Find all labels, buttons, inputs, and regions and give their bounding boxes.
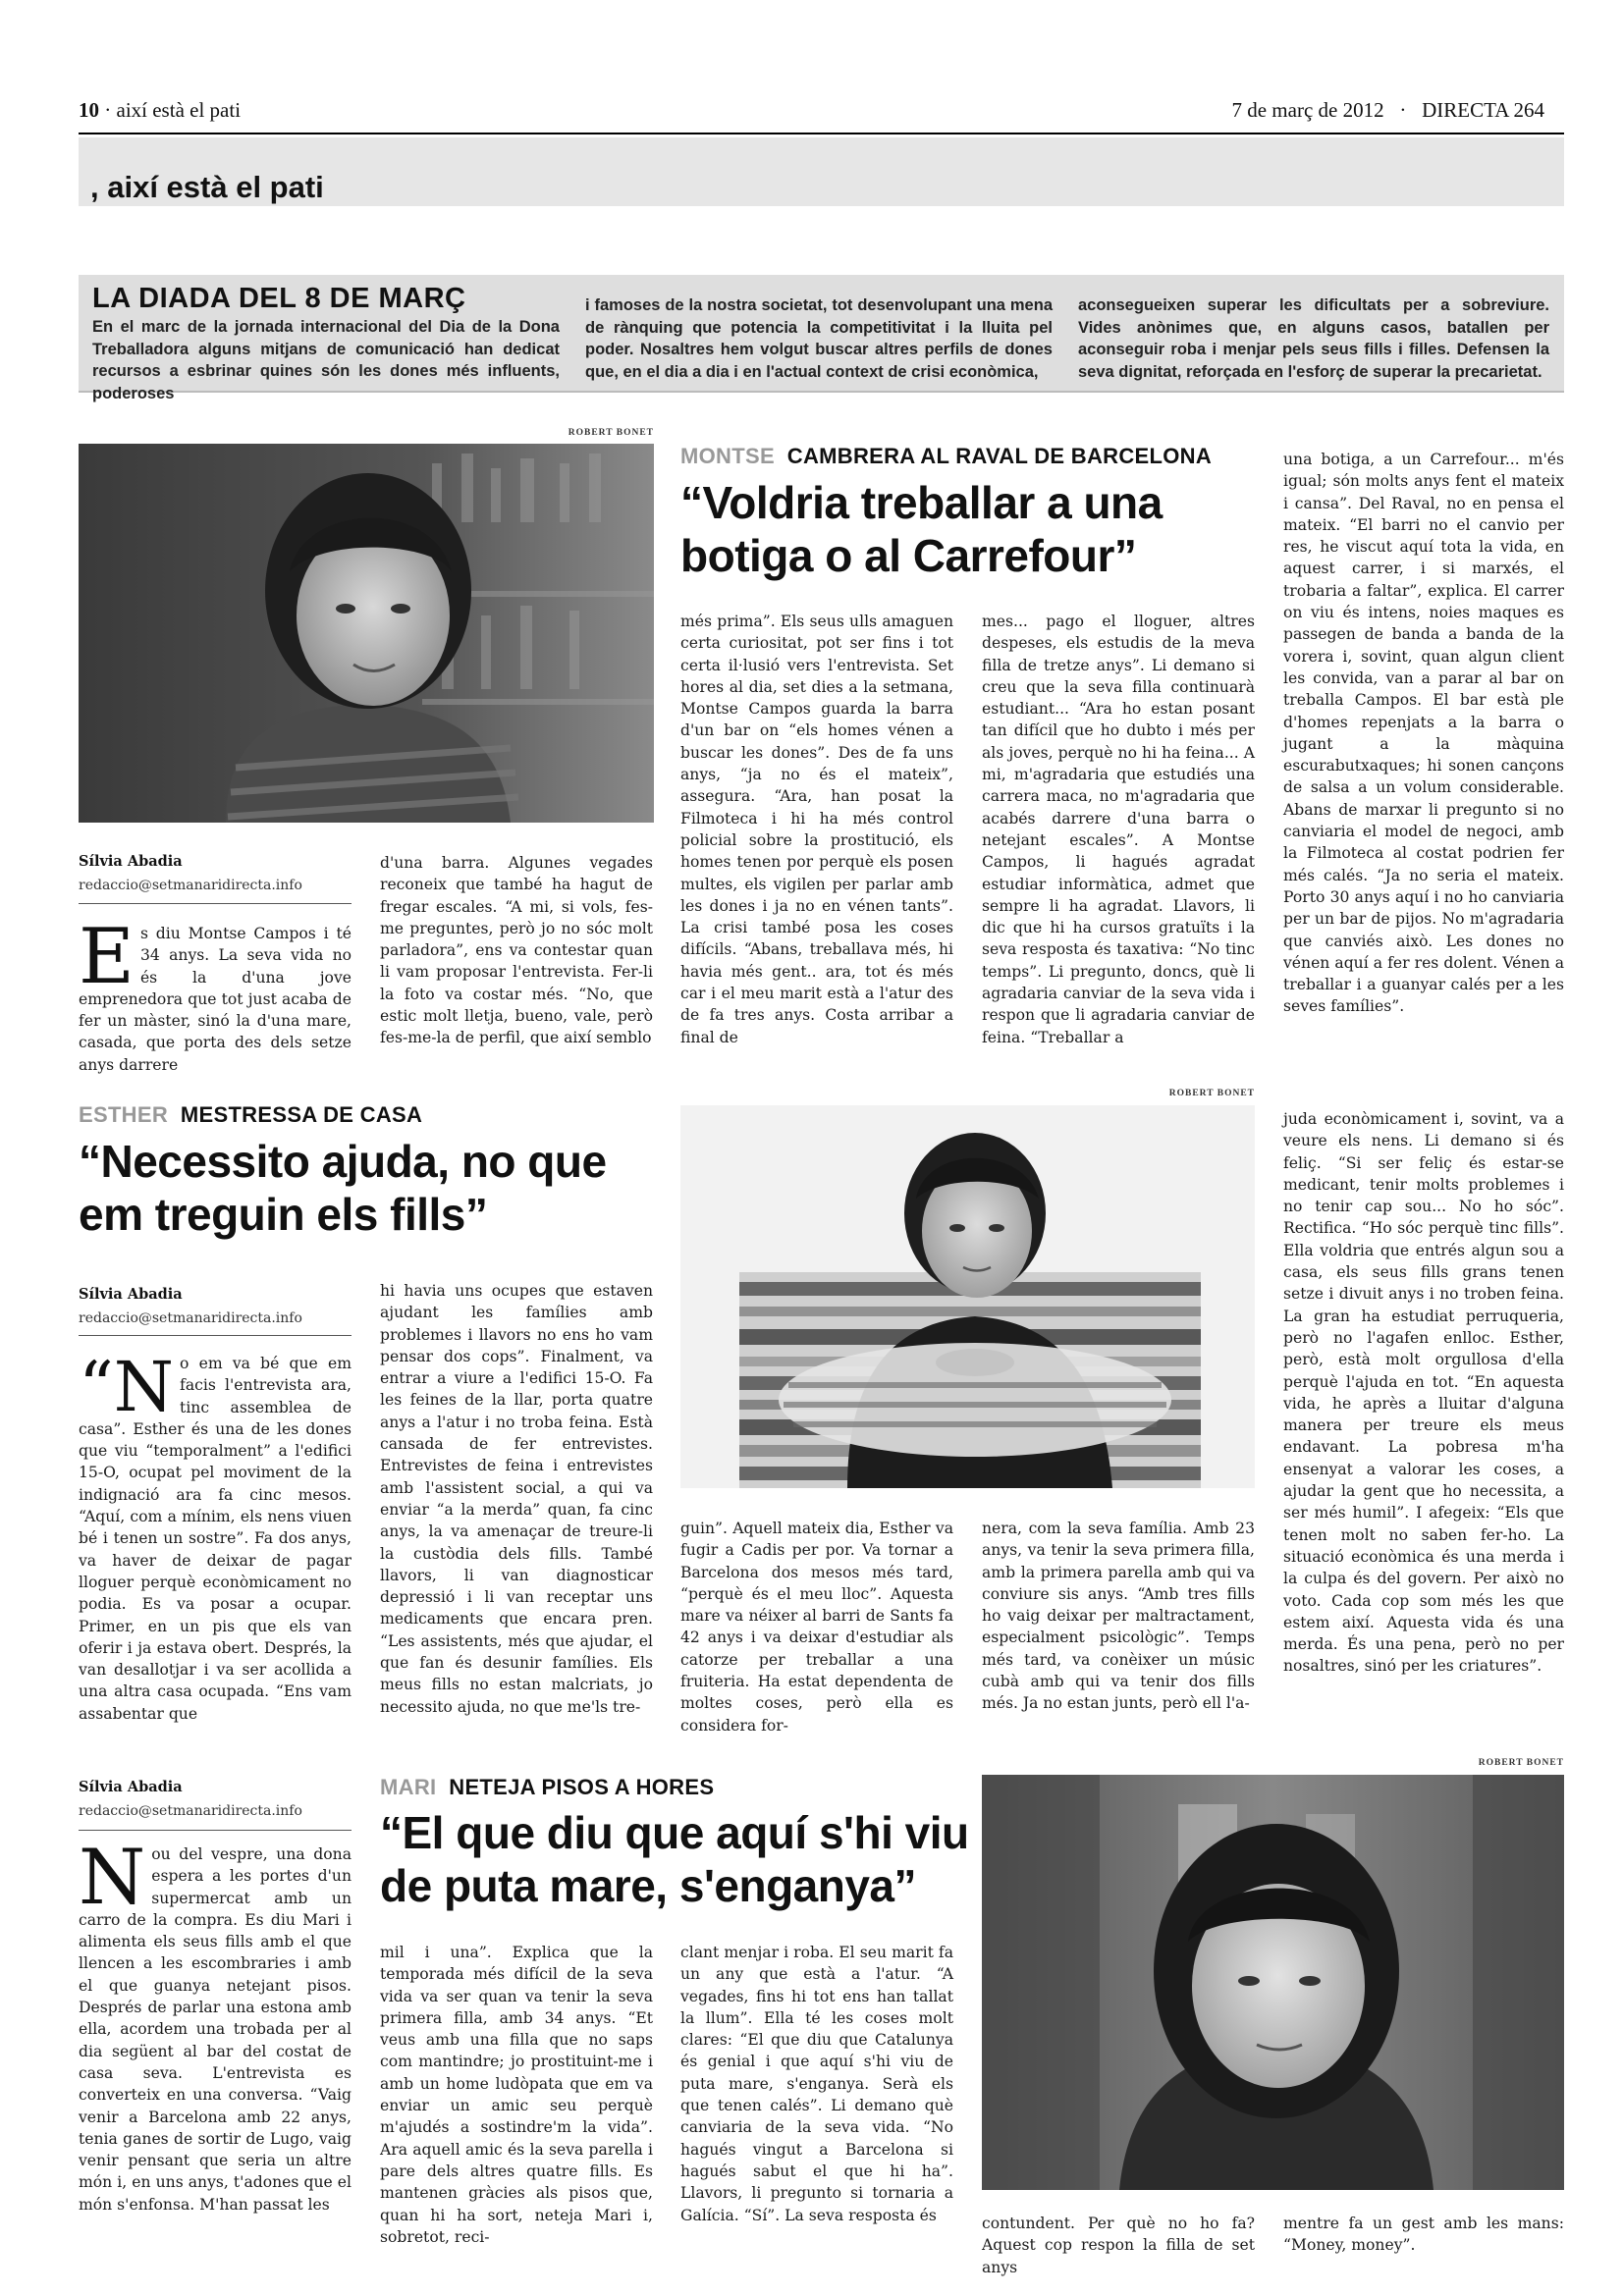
story1-author: Sílvia Abadia [79,853,183,870]
story3-col1 [79,1834,352,2246]
header-rule [79,133,1564,134]
story1-headline: “Voldria treballar a una botiga o al Carrefour” [680,477,1163,581]
portrait-mari-image [982,1775,1564,2190]
story1-kicker [680,444,1212,469]
story1-person-name: MONTSE [680,444,775,468]
intro-text-col2: i famoses de la nostra societat, tot desenvolupant una mena de rànquing que potencia la competitivitat i la lluita pel poder. Nosaltres hem volgut buscar altres perfils de dones que, en el dia a dia i en l'actual context de crisi econòmica, [585,296,1053,381]
story2-col3: guin”. Aquell mateix dia, Esther va fugir a Cadis per por. Va tornar a Barcelona dos mesos més tard, “perquè és el meu lloc”. Aquesta mare va néixer al barri de Sants fa 42 anys i va deixar d'estudiar als catorze per treballar a una fruiteria. Ha estat dependenta de moltes coses, però ella es considera for- [680,1520,953,1735]
photo-credit-1: ROBERT BONET [568,428,654,438]
intro-text-col1: En el marc de la jornada internacional del Dia de la Dona Treballadora alguns mitjans de comunicació han dedicat recursos a esbrinar quines són les dones més influents, poderoses [92,318,560,402]
story3-kicker [380,1775,714,1800]
publication-name: DIRECTA 264 [1422,98,1544,122]
story2-col4: nera, com la seva família. Amb 23 anys, va tenir la seva primera filla, amb la primera parella amb qui va conviure sis anys. “Amb tres fills ho vaig deixar per maltractament, especialment psicològic”. Temps més tard, va conèixer un músic cubà amb qui va tenir dos fills més. Ja no estan junts, però ell l'a- [982,1520,1255,1713]
story1-col2: d'una barra. Algunes vegades reconeix que també ha hagut de fregar escales. “A mi, si vols, fes-me preguntes, però jo no sóc molt parladora”, ens va contestar quan li vam proposar l'entrevista. Fer-li la foto va costar més. “No, que estic molt lletja, bueno, vale, però fes-me-la de perfil, que així semblo [380,854,653,1047]
story2-email: redaccio@setmanaridirecta.info [79,1310,302,1326]
story3-author: Sílvia Abadia [79,1779,183,1795]
story1-col3: més prima”. Els seus ulls amaguen certa curiositat, pot ser fins i tot certa il·lusió vers l'entrevista. Set hores al dia, set dies a la setmana, Montse Campos guarda la barra d'un bar on “els homes vénen a buscar les dones”. Des de fa uns anys, “ja no és el mateix”, assegura. “Ara, han posat la Filmoteca i hi ha més control policial sobre la prostitució, els homes tenen por perquè els posen multes, els vigilen per parlar amb les dones i ja no en vénen tants”. La crisi també posa les coses difícils. “Abans, treballava més, hi havia més gent.. ara, tot és més car i el meu marit està a l'atur des de fa tres anys. Costa arribar a final de [680,613,953,1046]
photo-esther [680,1105,1255,1488]
story2-author: Sílvia Abadia [79,1286,183,1303]
story3-col3: clant menjar i roba. El seu marit fa un any que està a l'atur. “A vegades, fins hi tot ens han tallat la llum”. Ella té les coses molt clares: “El que diu que Catalunya és genial i que aquí s'hi viu de puta mare, s'enganya. Serà els que tenen calés”. Li demano què canviaria de la seva vida. “No hagués vingut a Barcelona si hagués sabut el que hi ha”. Llavors, li pregunto si tornaria a Galícia. “Sí”. La seva resposta és [680,1944,953,2224]
photo-credit-3: ROBERT BONET [1478,1758,1564,1768]
story2-kicker [79,1102,422,1128]
story1-dropcap: E [79,913,135,1001]
story2-role: MESTRESSA DE CASA [180,1102,423,1127]
story1-col1 [79,913,352,1074]
story2-dropcap: “N [79,1347,175,1427]
story2-person-name: ESTHER [79,1102,169,1127]
story1-role: CAMBRERA AL RAVAL DE BARCELONA [786,444,1213,468]
portrait-montse-image [79,444,654,823]
running-section: així està el pati [116,98,242,122]
intro-text-col3: aconsegueixen superar les dificultats per a sobreviure. Vides anònimes que, en alguns casos, batallen per aconseguir roba i menjar pels seus fills i filles. Defensen la seva dignitat, reforçada en l'esforç de superar la precarietat. [1078,296,1549,381]
photo-mari [982,1775,1564,2190]
story2-col5: juda econòmicament i, sovint, va a veure els nens. Li demano si és feliç. “Si ser feliç és estar-se medicant, tenir molts problemes i no tenir cap sou... No ho sóc”. Rectifica. “Ho sóc perquè tinc fills”. Ella voldria que entrés algun sou a casa, els seus fills grans tenen setze i divuit anys i no troben feina. La gran ha estudiat perruqueria, però no l'agafen enlloc. Esther, però, està molt orgullosa d'ella perquè l'ajuda en tot. “En aquesta vida, he après a lluitar d'alguna manera per treure els meus endavant. La pobresa m'ha ensenyat a valorar les coses, a ajudar la gent que ho necessita, a ser més humil”. I afegeix: “Els que tenen molt no saben fer-ho. La situació econòmica és una merda i la culpa és del govern. Per això no voto. Cada cop som més les que estem així. Aquesta vida és una merda. És una pena, però no per nosaltres, sinó per les criatures”. [1283,1110,1564,1676]
section-title: , així està el pati [90,170,324,204]
portrait-esther-image [680,1105,1255,1488]
story3-headline: “El que diu que aquí s'hi viu de puta mare, s'enganya” [380,1807,969,1911]
story3-col1-text: ou del vespre, una dona espera a les portes d'un supermercat amb un carro de la compra. Es diu Mari i alimenta els seus fills amb el que llencen a les escombraries i amb el que guanya netejant pisos. Després de parlar una estona amb ella, acordem una trobada per al dia següent al bar del costat de casa seva. L'entrevista es converteix en una conversa. “Vaig venir a Barcelona amb 22 anys, tenia ganes de sortir de Lugo, vaig venir pensant que seria un altre món i, en uns anys, t'adones que el món s'enfonsa. M'han passat les [79,1845,352,2214]
intro-box [79,275,1564,402]
story1-byline-rule [79,903,352,904]
story2-headline: “Necessito ajuda, no que em treguin els fills” [79,1136,607,1240]
photo-credit-2: ROBERT BONET [1168,1089,1255,1098]
photo-montse [79,444,654,823]
section-bar [79,137,1564,206]
story3-dropcap: N [79,1834,146,1922]
story2-byline-rule [79,1335,352,1336]
story3-col5: mentre fa un gest amb les mans: “Money, money”. [1283,2215,1564,2255]
story1-col5: una botiga, a un Carrefour... m'és igual; són molts anys fent el mateix i cansa”. Del Raval, no en pensa el mateix. “El barri no el canvio per res, he viscut aquí tota la vida, en aquest carrer, i si marxés, el trobaria a faltar”, explica. El carrer on viu és intens, noies maques es passegen de banda a banda de la vorera i, sovint, quan algun client les convida, van a parar al bar on treballa Campos. El bar està ple d'homes repenjats a la barra o jugant a la màquina escurabutxaques; hi sonen cançons de salsa a un volum considerable. Abans de marxar li pregunto si no canviaria el model de negoci, amb la Filmoteca al costat podrien fer més calés. “Ja no seria el mateix. Porto 30 anys aquí i no ho canviaria per un bar de pijos. No m'agradaria que canviés això. Les dones no vénen aquí a fer res dolent. Vénen a treballar i a guanyar calés per a les seves famílies”. [1283,451,1564,1016]
story3-col2: mil i una”. Explica que la temporada més difícil de la seva vida va ser quan va tenir la seva primera filla, amb 34 anys. “Et veus amb una filla que no saps com mantindre; jo prostituint-me i amb un home ludòpata que em va enviar un amic seu perquè m'ajudés a sostindre'm la vida”. Ara aquell amic és la seva parella i pare dels altres quatre fills. Es mantenen gràcies als pisos que, quan hi ha sort, neteja Mari i, sobretot, reci- [380,1944,653,2246]
story1-email: redaccio@setmanaridirecta.info [79,878,302,893]
story3-byline-rule [79,1830,352,1831]
issue-date: 7 de març de 2012 [1231,98,1384,122]
story2-col2: hi havia uns ocupes que estaven ajudant les famílies amb problemes i llavors no ens ho vam pensar dos cops”. Finalment, va entrar a viure a l'edifici 15-O. Fa les feines de la llar, porta quatre anys a l'atur i no troba feina. Està cansada de fer entrevistes. Entrevistes de feina i entrevistes amb l'assistent social, a qui va enviar “a la merda” quan, fa cinc anys, la va amenaçar de treure-li la custòdia dels fills. També llavors, li van diagnosticar depressió i li van receptar uns medicaments que encara pren. “Les assistents, més que ajudar, el que fan és desunir famílies. Els meus fills no estan malcriats, jo necessito ajuda, no que me'ls tre- [380,1282,653,1716]
story1-col4: mes... pago el lloguer, altres despeses, els estudis de la meva filla de tretze anys”. Li demano si creu que la seva filla continuarà estudiant... “Ara ho estan posant tan difícil que ho dubto i més per als joves, perquè no hi ha feina... A mi, m'agradaria que estudiés una carrera maca, no m'agradaria que acabés darrere d'una barra o netejant escales”. A Montse Campos, li hagués agradat estudiar informàtica, admet que sempre li ha agradat. Llavors, li dic que hi ha cursos gratuïts i la seva resposta és taxativa: “No tinc temps”. Li pregunto, doncs, què li agradaria canviar de la seva vida i respon que li agradaria canviar de feina. “Treballar a [982,613,1255,1046]
story3-email: redaccio@setmanaridirecta.info [79,1803,302,1819]
story3-role: NETEJA PISOS A HORES [449,1775,715,1799]
story2-col1-text: o em va bé que em facis l'entrevista ara, tinc assemblea de casa”. Esther és una de les dones que viu “temporalment” a l'edifici 15-O, ocupat pel moviment de la indignació ara fa cinc mesos. “Aquí, com a mínim, els nens viuen bé i tenen un sostre”. Fa dos anys, va haver de deixar de pagar lloguer perquè econòmicament no podia. Es va posar a ocupar. Primer, en un pis que els van oferir i ja estava obert. Després, la van desallotjar i va ser acollida a una altra casa ocupada. “Ens vam assabentar que [79,1355,352,1723]
running-separator: · [104,98,117,122]
story2-col1 [79,1347,352,1737]
intro-title: LA DIADA DEL 8 DE MARÇ [92,283,466,314]
story1-col1-text: s diu Montse Campos i té 34 anys. La seva vida no és la d'una jove emprenedora que tot just acaba de fer un màster, sinó la d'una mare, casada, que porta des dels setze anys darrere [79,925,352,1074]
running-head-left [79,98,241,123]
page-number: 10 [79,98,99,122]
running-head-right [1231,98,1544,123]
running-separator: · [1388,98,1417,122]
story3-col4: contundent. Per què no ho fa? Aquest cop respon la filla de set anys [982,2215,1255,2276]
story3-person-name: MARI [380,1775,437,1799]
